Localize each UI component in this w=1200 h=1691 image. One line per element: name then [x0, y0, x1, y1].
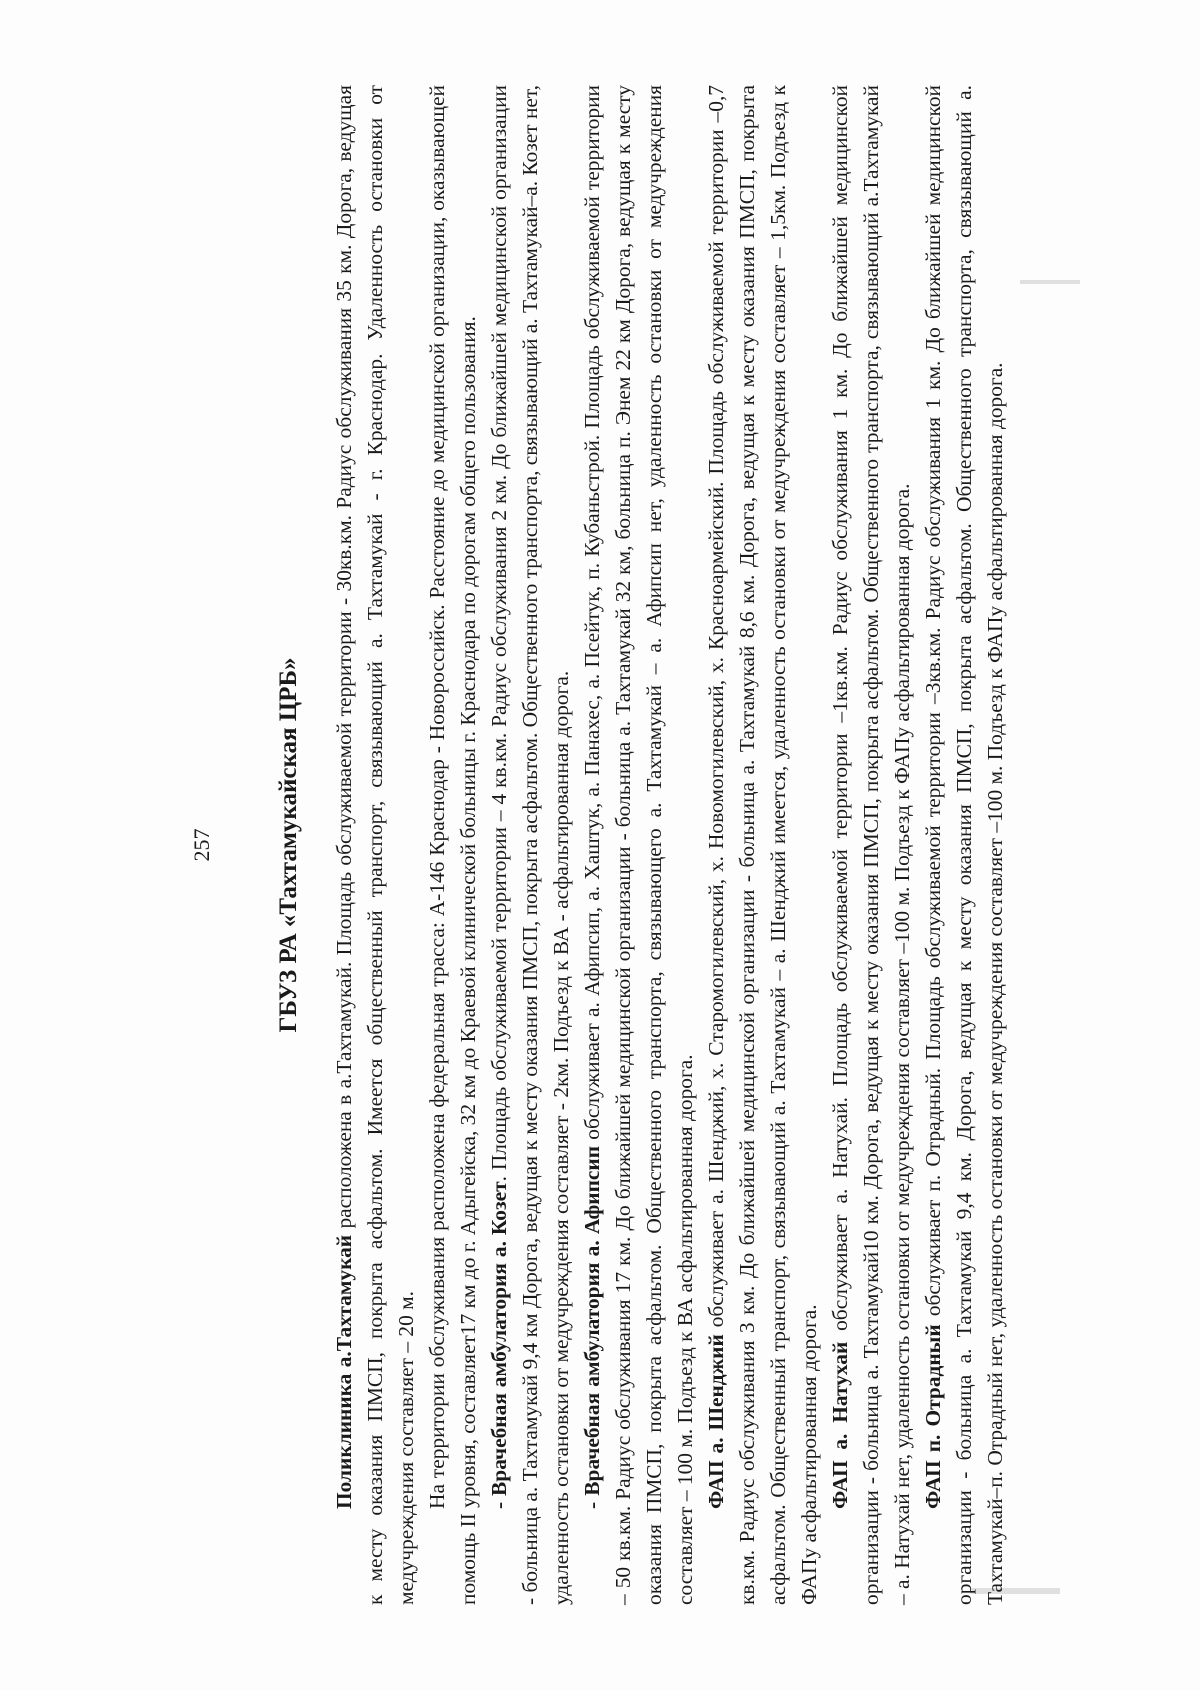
paragraph-natukhay — [825, 85, 918, 1605]
paragraph-heading: Поликлиника а.Тахтамукай — [332, 1234, 356, 1509]
paragraph-heading: ФАП п. Отрадный — [921, 1324, 945, 1509]
paragraph-highway — [422, 85, 484, 1605]
paragraph-polyclinic — [329, 85, 422, 1605]
rotated-content — [189, 85, 1011, 1605]
paragraph-text: обслуживает а. Натухай. Площадь обслуживаемой территории –1кв.км. Радиус обслуживания 1 км. До ближайшей медицинской организации - больница а. Тахтамукай10 км. Дорога, ведущая к месту оказания ПМСП, покрыта асфальтом. Общественного транспорта, связывающий а.Тахтамукай – а. Натухай нет, удаленность остановки от медучреждения составляет –100 м. Подъезд к ФАПу асфальтированная дорога. — [828, 85, 914, 1605]
document-body — [329, 85, 1011, 1605]
paragraph-kozet — [484, 85, 577, 1605]
paragraph-text: . Площадь обслуживаемой территории – 4 кв.км. Радиус обслуживания 2 км. До ближайшей медицинской организации - больница а. Тахтамукай 9,4 км Дорога, ведущая к месту оказания ПМСП, покрыта асфальтом. Общественного транспорта, связывающий а. Тахтамукай–а. Козет нет, удаленность остановки от медучреждения составляет - 2км. Подъезд к ВА - асфальтированная дорога. — [487, 85, 573, 1605]
paragraph-text: обслуживает п. Отрадный. Площадь обслуживаемой территории –3кв.км. Радиус обслуживания 1 км. До ближайшей медицинской организации - больница а. Тахтамукай 9,4 км. Дорога, ведущая к месту оказания ПМСП, покрыта асфальтом. Общественного транспорта, связывающий а. Тахтамукай–п. Отрадный нет, удаленность остановки от медучреждения составляет –100 м. Подъезд к ФАПу асфальтированная дорога. — [921, 85, 1007, 1605]
paragraph-afipsip — [577, 85, 701, 1605]
paragraph-heading: ФАП а. Шенджий — [704, 1334, 728, 1509]
paragraph-otradny — [918, 85, 1011, 1605]
page-number: 257 — [189, 828, 214, 862]
paragraph-text: обслуживает а. Афипсип, а. Хаштук, а. Панахес, а. Псейтук, п. Кубаньстрой. Площадь обслуживаемой территории – 50 кв.км. Радиус обслуживания 17 км. До ближайшей медицинской организации - больница а. Тахтамукай 32 км, больница п. Энем 22 км Дорога, ведущая к месту оказания ПМСП, покрыта асфальтом. Общественного транспорта, связывающего а. Тахтамукай – а. Афипсип нет, удаленность остановки от медучреждения составляет – 100 м. Подъезд к ВА асфальтированная дорога. — [580, 85, 697, 1605]
paragraph-heading: - Врачебная амбулатория а. Афипсип — [580, 1145, 604, 1509]
document-title: ГБУЗ РА «Тахтамукайская ЦРБ» — [275, 657, 302, 1033]
paragraph-heading: - Врачебная амбулатория а. Козет — [487, 1181, 511, 1509]
paragraph-text: расположена в а.Тахтамукай. Площадь обслуживаемой территории - 30кв.км. Радиус обслуживания 35 км. Дорога, ведущая к месту оказания ПМСП, покрыта асфальтом. Имеется общественный транспорт, связывающий а. Тахтамукай - г. Краснодар. Удаленность остановки от медучреждения составляет – 20 м. — [332, 85, 418, 1605]
scan-artifact — [1020, 280, 1080, 284]
paragraph-text: На территории обслуживания расположена федеральная трасса: А-146 Краснодар - Новороссийск. Расстояние до медицинской организации, оказывающей помощь II уровня, составляет17 км до г. Адыгейска, 32 км до Краевой клинической больницы г. Краснодара по дорогам общего пользования. — [425, 85, 480, 1605]
paragraph-heading: ФАП а. Натухай — [828, 1341, 852, 1509]
paragraph-text: обслуживает а. Шенджий, х. Старомогилевский, х. Новомогилевский, х. Красноармейский. Площадь обслуживаемой территории –0,7 кв.км. Радиус обслуживания 3 км. До ближайшей медицинской организации - больница а. Тахтамукай 8,6 км. Дорога, ведущая к месту оказания ПМСП, покрыта асфальтом. Общественный транспорт, связывающий а. Тахтамукай – а. Шенджий имеется, удаленность остановки от медучреждения составляет – 1,5км. Подъезд к ФАПу асфальтированная дорога. — [704, 85, 821, 1605]
paragraph-shendzhiy — [701, 85, 825, 1605]
